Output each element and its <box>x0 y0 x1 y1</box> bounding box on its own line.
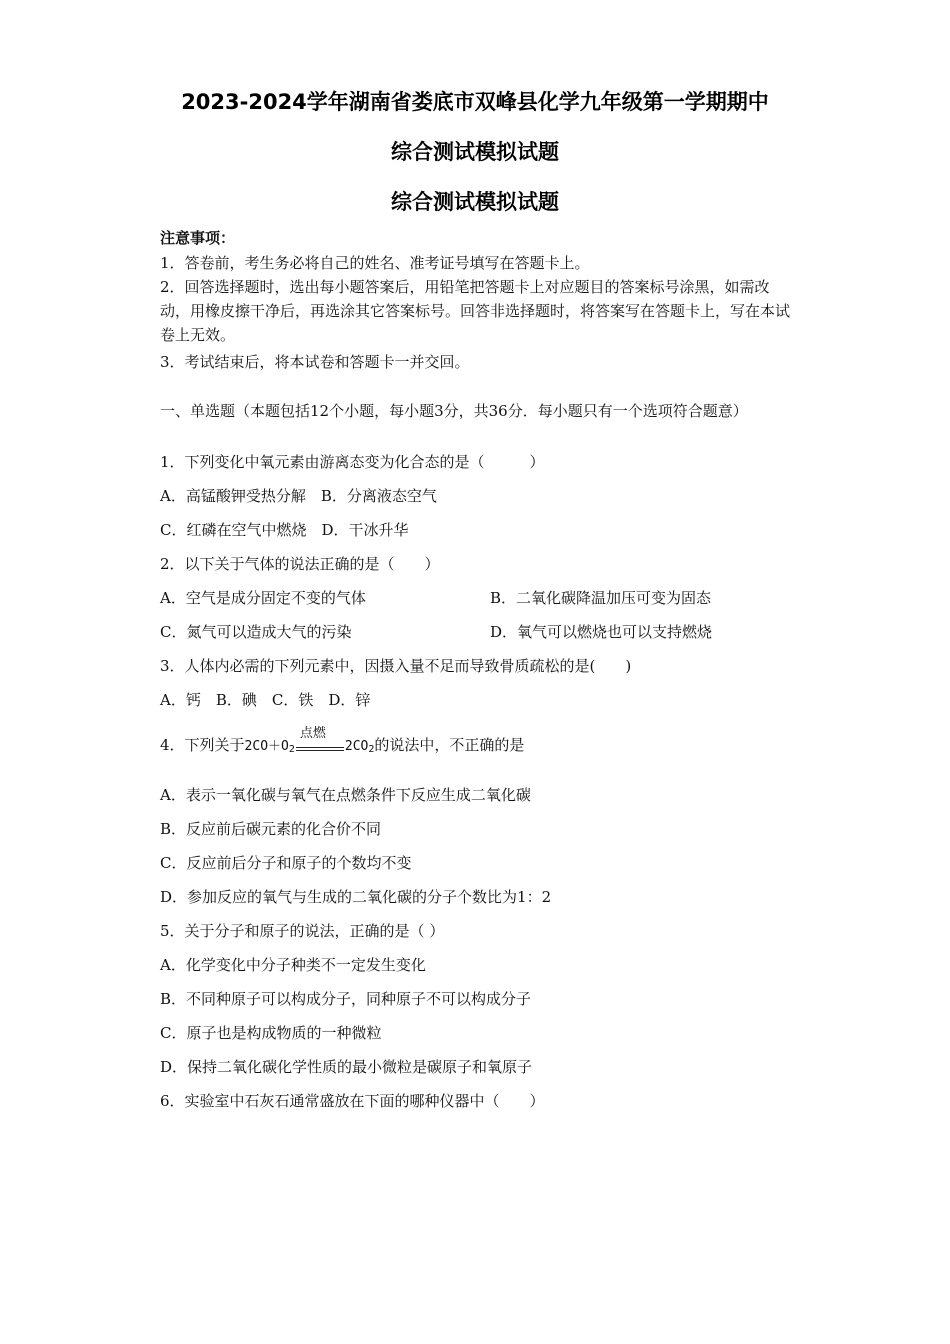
question-2-option-c: C．氮气可以造成大气的污染 <box>160 623 352 641</box>
question-4-option-a: A．表示一氧化碳与氧气在点燃条件下反应生成二氧化碳 <box>160 786 531 804</box>
exam-title-line3: 综合测试模拟试题 <box>391 190 559 214</box>
question-2-option-b: B．二氧化碳降温加压可变为固态 <box>490 589 712 607</box>
question-5-option-d: D．保持二氧化碳化学性质的最小微粒是碳原子和氧原子 <box>160 1058 533 1076</box>
question-4-option-b: B．反应前后碳元素的化合价不同 <box>160 820 382 838</box>
question-4-suffix: 的说法中，不正确的是 <box>374 736 525 754</box>
equation-lhs <box>245 739 295 754</box>
question-1-options-ab: A．高锰酸钾受热分解 B．分离液态空气 <box>160 487 437 505</box>
exam-title-line2: 综合测试模拟试题 <box>391 140 559 164</box>
notice-item-2: 2．回答选择题时，选出每小题答案后，用铅笔把答题卡上对应题目的答案标号涂黑，如需改动，用橡皮擦干净后，再选涂其它答案标号。回答非选择题时，将答案写在答题卡上，写在本试卷上无效。 <box>160 278 791 344</box>
exam-title-line1: 2023-2024学年湖南省娄底市双峰县化学九年级第一学期期中 <box>181 90 769 114</box>
question-5-option-c: C．原子也是构成物质的一种微粒 <box>160 1024 382 1042</box>
question-4-prefix: 4．下列关于 <box>160 736 245 754</box>
question-2-option-a: A．空气是成分固定不变的气体 <box>160 589 366 607</box>
question-5-option-b: B．不同种原子可以构成分子，同种原子不可以构成分子 <box>160 990 532 1008</box>
equation-rhs-subscript: 2 <box>368 744 375 755</box>
question-4-option-d: D．参加反应的氧气与生成的二氧化碳的分子个数比为1：2 <box>160 888 552 906</box>
question-2-option-d: D．氧气可以燃烧也可以支持燃烧 <box>490 623 713 641</box>
question-2-stem: 2．以下关于气体的说法正确的是（ ） <box>160 555 440 573</box>
notice-item-1: 1．答卷前，考生务必将自己的姓名、准考证号填写在答题卡上。 <box>160 254 590 272</box>
equation-lhs-text: 2CO＋O <box>244 739 289 754</box>
question-6-stem: 6．实验室中石灰石通常盛放在下面的哪种仪器中（ ） <box>160 1092 545 1110</box>
question-3-options: A．钙 B．碘 C．铁 D．锌 <box>160 691 371 709</box>
section-heading: 一、单选题（本题包括12个小题，每小题3分，共36分．每小题只有一个选项符合题意） <box>160 402 748 420</box>
notice-item-3: 3．考试结束后，将本试卷和答题卡一并交回。 <box>160 353 470 371</box>
equation-rhs <box>345 739 375 754</box>
question-1-stem: 1．下列变化中氧元素由游离态变为化合态的是（ ） <box>160 453 545 471</box>
equation-rhs-text: 2CO <box>344 739 369 754</box>
equation-arrow <box>296 726 344 756</box>
question-3-stem: 3．人体内必需的下列元素中，因摄入量不足而导致骨质疏松的是( ) <box>160 657 632 675</box>
notice-heading: 注意事项： <box>160 229 236 247</box>
question-4-stem <box>160 726 525 762</box>
question-1-options-cd: C．红磷在空气中燃烧 D．干冰升华 <box>160 521 409 539</box>
reaction-condition: 点燃 <box>299 726 326 741</box>
equation-lhs-subscript: 2 <box>288 744 295 755</box>
question-5-option-a: A．化学变化中分子种类不一定发生变化 <box>160 956 426 974</box>
question-4-option-c: C．反应前后分子和原子的个数均不变 <box>160 854 412 872</box>
question-5-stem: 5．关于分子和原子的说法，正确的是（ ） <box>160 922 445 940</box>
